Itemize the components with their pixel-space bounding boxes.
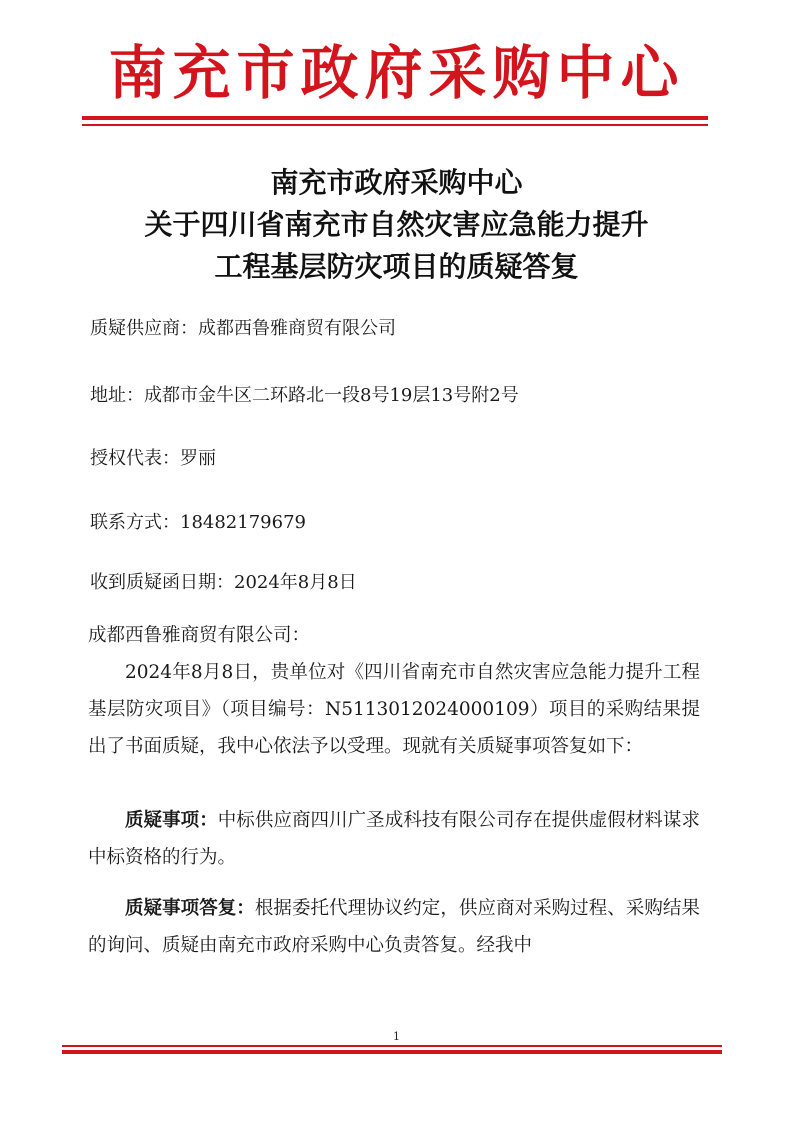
letterhead-title: 南充市政府采购中心 [108, 39, 685, 107]
address-field [90, 383, 710, 409]
doc-title-line-2: 关于四川省南充市自然灾害应急能力提升 [144, 208, 649, 241]
complaint-text: 中标供应商四川广圣成科技有限公司存在提供虚假材料谋求中标资格的行为。 [88, 810, 700, 868]
address-value: 成都市金牛区二环路北一段8号19层13号附2号 [144, 385, 519, 406]
doc-title-line-3: 工程基层防灾项目的质疑答复 [214, 250, 579, 283]
representative-value: 罗丽 [180, 448, 216, 469]
footer-rule-thick [62, 1050, 722, 1054]
supplier-field [90, 316, 710, 342]
doc-title-line-1: 南充市政府采购中心 [270, 166, 523, 199]
paragraph-complaint [88, 802, 700, 876]
complaint-label: 质疑事项： [125, 810, 218, 831]
supplier-value: 成都西鲁雅商贸有限公司 [198, 318, 396, 339]
representative-label: 授权代表： [90, 448, 180, 469]
received-date-label: 收到质疑函日期： [90, 572, 234, 593]
footer-rule-thin [62, 1045, 722, 1047]
reply-label: 质疑事项答复： [125, 898, 255, 919]
address-label: 地址： [90, 385, 144, 406]
contact-value: 18482179679 [180, 512, 306, 533]
contact-label: 联系方式： [90, 512, 180, 533]
contact-field [90, 510, 710, 536]
letterhead-rule-thick [82, 116, 708, 120]
reply-text: 根据委托代理协议约定，供应商对采购过程、采购结果的询问、质疑由南充市政府采购中心负责答复。经我中 [88, 898, 700, 956]
representative-field [90, 446, 710, 472]
received-date-field [90, 570, 710, 596]
received-date-value: 2024年8月8日 [234, 572, 357, 593]
salutation: 成都西鲁雅商贸有限公司： [88, 625, 311, 646]
letterhead-rule-thin [82, 124, 708, 126]
paragraph-acceptance: 2024年8月8日，贵单位对《四川省南充市自然灾害应急能力提升工程基层防灾项目》（项目编号：N5113012024000109）项目的采购结果提出了书面质疑，我中心依法予以受理。现就有关质疑事项答复如下： [88, 662, 700, 757]
supplier-label: 质疑供应商： [90, 318, 198, 339]
paragraph-reply [88, 890, 700, 964]
page-number: 1 [393, 1030, 400, 1043]
